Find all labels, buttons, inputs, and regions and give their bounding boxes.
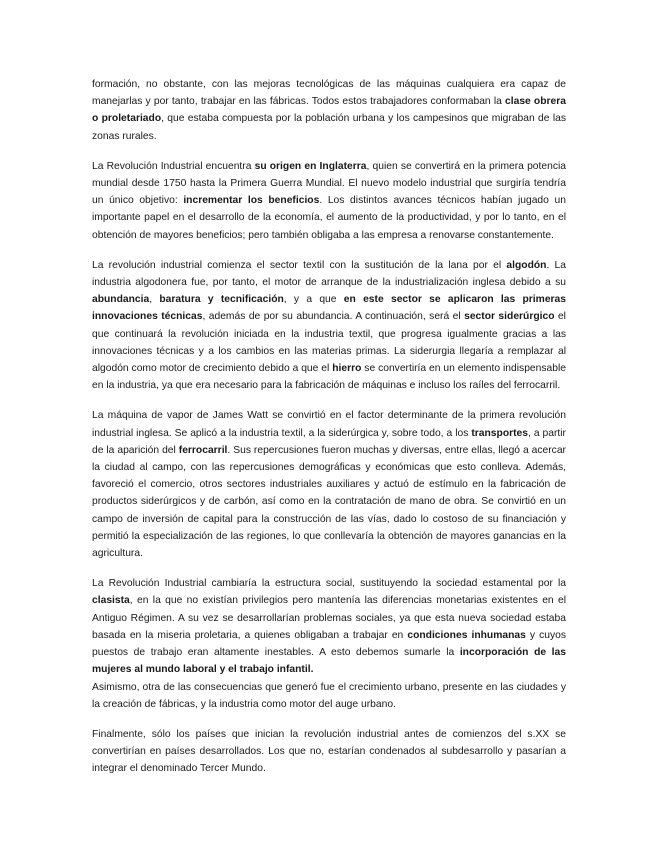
text-run: , que estaba compuesta por la población urbana y los campesinos que migraban de las zonas rurales. bbox=[92, 113, 566, 142]
text-run: La Revolución Industrial cambiaría la estructura social, sustituyendo la sociedad estamental por la bbox=[92, 578, 566, 590]
paragraph-1 bbox=[92, 76, 566, 145]
text-run: el que continuará la revolución iniciada en la industria textil, que progresa igualmente gracias a las innovaciones técnicas y a los cambios en las materias primas. La siderurgia llegaría a remplazar al algodón como motor de crecimiento debido a que el bbox=[92, 311, 566, 375]
text-run: y cuyos puestos de trabajo eran altamente inestables. A esto debemos sumarle la bbox=[92, 629, 566, 659]
text-run: , y a que bbox=[283, 294, 344, 306]
bold-text-run: en este sector se aplicaron las primeras innovaciones técnicas bbox=[92, 294, 567, 323]
bold-text-run: baratura y tecnificación bbox=[159, 294, 284, 306]
paragraph-7 bbox=[92, 726, 566, 778]
text-run: . La industria algodonera fue, por tanto, el motor de arranque de la industrialización inglesa debido a su bbox=[92, 259, 566, 289]
text-run: Finalmente, sólo los países que inician la revolución industrial antes de comienzos del s.XX se convertirían en países desarrollados. Los que no, estarían condenados al subdesarrollo y pasarían a integrar el denominado Tercer Mundo. bbox=[92, 728, 566, 775]
bold-text-run: hierro bbox=[332, 363, 362, 375]
paragraph-2 bbox=[92, 158, 566, 244]
document-page bbox=[92, 76, 566, 791]
bold-text-run: transportes bbox=[471, 427, 528, 439]
bold-text-run: incorporación de las mujeres al mundo laboral y el trabajo infantil. bbox=[92, 647, 566, 676]
text-run: , además de por su abundancia. A continuación, será el bbox=[202, 311, 465, 323]
paragraph-5 bbox=[92, 575, 566, 678]
text-run: . Los distintos avances técnicos habían jugado un importante papel en el desarrollo de la economía, el aumento de la productividad, y por lo tanto, en el obtención de mayores beneficios; pero también obligaba a las empresa a renovarse constantemente. bbox=[92, 195, 566, 241]
text-run: se convertiría en un elemento indispensable en la industria, ya que era necesario para la fabricación de máquinas e incluso los raíles del ferrocarril. bbox=[92, 363, 566, 392]
bold-text-run: clasista bbox=[92, 595, 130, 607]
paragraph-3 bbox=[92, 257, 566, 395]
text-run: , en la que no existían privilegios pero mantenía las diferencias monetarias existentes en el Antiguo Régimen. A su vez se desarrollarían problemas sociales, ya que esta nueva sociedad estaba basada en la miseria proletaria, a quienes obligaban a trabajar en bbox=[92, 595, 566, 641]
bold-text-run: condiciones inhumanas bbox=[407, 629, 526, 641]
bold-text-run: su origen en Inglaterra bbox=[254, 160, 367, 172]
bold-text-run: abundancia bbox=[92, 294, 150, 306]
text-run: La revolución industrial comienza el sector textil con la sustitución de la lana por el bbox=[92, 259, 507, 271]
text-run: Asimismo, otra de las consecuencias que generó fue el crecimiento urbano, presente en las ciudades y la creación de fábricas, y la industria como motor del auge urbano. bbox=[92, 681, 566, 710]
text-run: , quien se convertirá en la primera potencia mundial desde 1750 hasta la Primera Guerra Mundial. El nuevo modelo industrial que surgiría tendría un único objetivo: bbox=[92, 160, 566, 207]
text-run: La máquina de vapor de James Watt se convirtió en el factor determinante de la primera revolución industrial inglesa. Se aplicó a la industria textil, a la siderúrgica y, sobre todo, a los bbox=[92, 410, 566, 439]
text-run: , bbox=[149, 294, 160, 306]
bold-text-run: sector siderúrgico bbox=[464, 311, 555, 323]
paragraph-6 bbox=[92, 679, 566, 713]
bold-text-run: algodón bbox=[506, 259, 547, 271]
paragraph-4 bbox=[92, 407, 566, 562]
text-run: , a partir de la aparición del bbox=[92, 427, 566, 456]
bold-text-run: ferrocarril bbox=[178, 444, 228, 456]
text-run: . Sus repercusiones fueron muchas y diversas, entre ellas, llegó a acercar la ciudad al campo, con las repercusiones demográficas y económicas que esto conlleva. Además, favoreció el comercio, otros sectores industriales auxiliares y actuó de estímulo en la fabricación de productos siderúrgicos y de carbón, así como en la contratación de mano de obra. Se convirtió en un campo de inversión de capital para la construcción de las vías, dado lo costoso de su financiación y permitió la especialización de las regiones, lo que conllevaría la obtención de mayores ganancias en la agricultura. bbox=[92, 444, 566, 560]
bold-text-run: clase obrera o proletariado bbox=[92, 96, 566, 125]
bold-text-run: incrementar los beneficios bbox=[183, 195, 320, 207]
text-run: La Revolución Industrial encuentra bbox=[92, 160, 255, 172]
text-run: formación, no obstante, con las mejoras tecnológicas de las máquinas cualquiera era capaz de manejarlas y por tanto, trabajar en las fábricas. Todos estos trabajadores conformaban la bbox=[92, 79, 566, 108]
